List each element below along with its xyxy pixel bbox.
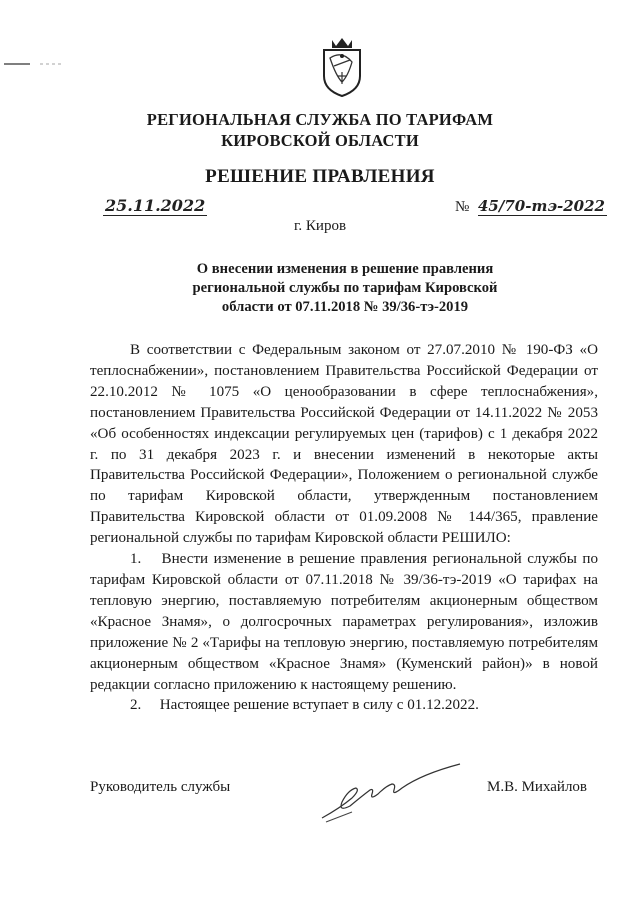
signatory-position: Руководитель службы [90,779,231,795]
subject-line: О внесении изменения в решение правления [196,261,494,277]
decision-item [90,695,598,716]
subject-line: области от 07.11.2018 № 39/36-тэ-2019 [221,299,469,315]
handwritten-signature [312,760,472,826]
org-name-line2: КИРОВСКОЙ ОБЛАСТИ [221,131,419,150]
document-type-title: РЕШЕНИЕ ПРАВЛЕНИЯ [205,166,435,187]
document-number: 45/70-тэ-2022 [478,197,605,215]
scan-margin-mark [0,60,68,68]
item-text: Настоящее решение вступает в силу с 01.12.2022. [159,697,479,714]
document-number-label: № [455,199,470,215]
item-number: 1. [130,551,142,568]
document-body [90,340,598,716]
subject-line: региональной службы по тарифам Кировской [192,280,498,296]
decision-item [90,549,598,695]
preamble-paragraph: В соответствии с Федеральным законом от 27.07.2010 № 190-ФЗ «О теплоснабжении», постановлением Правительства Российской Федерации от 22.10.2012 № 1075 «О ценообразовании в сфере теплоснабжения», постановлением Правительства Российской Федерации от 14.11.2022 № 2053 «Об особенностях индексации регулируемых цен (тарифов) с 1 декабря 2022 г. по 31 декабря 2023 г. и внесении изменений в некоторые акты Правительства Российской Федерации», Положением о региональной службе по тарифам Кировской области, утвержденным постановлением Правительства Кировской области от 01.09.2008 № 144/365, правление региональной службы по тарифам Кировской области РЕШИЛО: [90,342,598,547]
signatory-name: М.В. Михайлов [487,779,588,795]
org-name-line1: РЕГИОНАЛЬНАЯ СЛУЖБА ПО ТАРИФАМ [146,110,494,129]
document-date: 25.11.2022 [105,196,206,215]
kirov-region-coat-of-arms-icon [318,36,366,98]
item-text: Внести изменение в решение правления региональной службы по тарифам Кировской области от 07.11.2018 № 39/36-тэ-2019 «О тарифах на тепловую энергию, поставляемую потребителям акционерным обществом «Красное Знамя», о долгосрочных параметрах регулирования», изложив приложение № 2 «Тарифы на тепловую энергию, поставляемую потребителям акционерным обществом «Красное Знамя» (Куменский район)» в новой редакции согласно приложению к настоящему решению. [90,551,598,693]
document-subject [150,260,540,317]
item-number: 2. [130,697,142,714]
document-city: г. Киров [293,218,347,234]
